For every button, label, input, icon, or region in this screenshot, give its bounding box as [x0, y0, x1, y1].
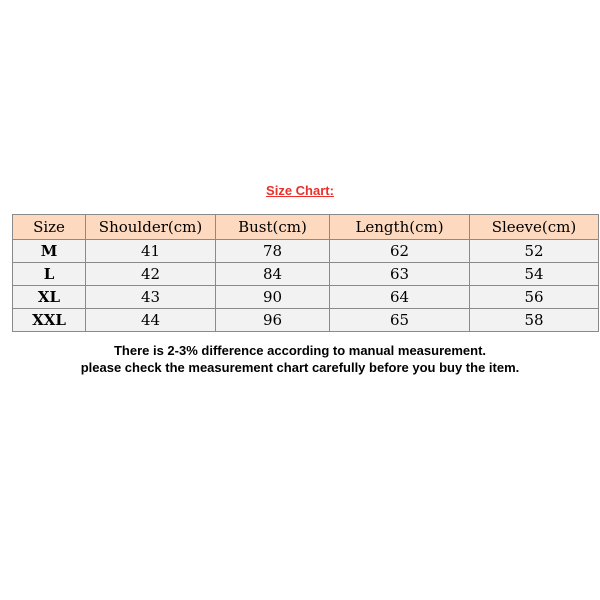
sleeve-cell: 58 [470, 309, 599, 332]
note-line-check-chart: please check the measurement chart carefully before you buy the item. [80, 360, 520, 375]
size-cell: L [13, 263, 86, 286]
measurement-note [0, 342, 600, 376]
size-chart-table [12, 214, 599, 332]
column-header-length: Length(cm) [330, 215, 470, 240]
column-header-sleeve: Sleeve(cm) [470, 215, 599, 240]
bust-cell: 78 [216, 240, 330, 263]
table-row [13, 240, 599, 263]
table-row [13, 309, 599, 332]
bust-cell: 90 [216, 286, 330, 309]
sleeve-cell: 56 [470, 286, 599, 309]
size-cell: XL [13, 286, 86, 309]
column-header-bust: Bust(cm) [216, 215, 330, 240]
shoulder-cell: 42 [86, 263, 216, 286]
bust-cell: 84 [216, 263, 330, 286]
note-line-difference: There is 2-3% difference according to manual measurement. [113, 343, 487, 358]
length-cell: 64 [330, 286, 470, 309]
sleeve-cell: 52 [470, 240, 599, 263]
length-cell: 62 [330, 240, 470, 263]
shoulder-cell: 43 [86, 286, 216, 309]
length-cell: 63 [330, 263, 470, 286]
shoulder-cell: 41 [86, 240, 216, 263]
sleeve-cell: 54 [470, 263, 599, 286]
column-header-shoulder: Shoulder(cm) [86, 215, 216, 240]
length-cell: 65 [330, 309, 470, 332]
column-header-size: Size [13, 215, 86, 240]
shoulder-cell: 44 [86, 309, 216, 332]
table-row [13, 263, 599, 286]
size-chart-title: Size Chart: [266, 183, 334, 198]
table-header-row [13, 215, 599, 240]
table-row [13, 286, 599, 309]
bust-cell: 96 [216, 309, 330, 332]
size-cell: XXL [13, 309, 86, 332]
size-cell: M [13, 240, 86, 263]
